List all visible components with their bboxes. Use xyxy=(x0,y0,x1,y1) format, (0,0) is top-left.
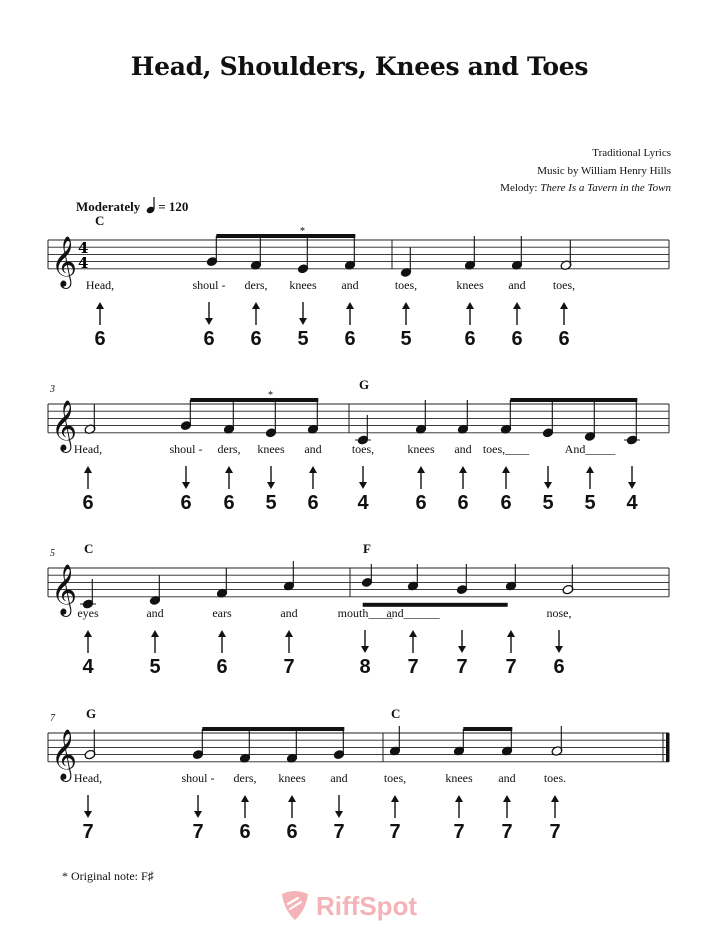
harmonica-hole-number: 7 xyxy=(456,656,468,678)
arrow-up-icon xyxy=(459,466,467,473)
measure-number: 3 xyxy=(50,384,55,395)
footnote: * Original note: F♯ xyxy=(62,869,154,883)
harmonica-hole-number: 6 xyxy=(223,492,235,514)
tempo-label: Moderately xyxy=(76,199,141,214)
arrow-up-icon xyxy=(285,630,293,637)
arrow-up-icon xyxy=(417,466,425,473)
beam xyxy=(190,398,318,402)
harmonica-hole-number: 6 xyxy=(511,328,523,350)
arrow-down-icon xyxy=(555,646,563,653)
music-credit: Music by William Henry Hills xyxy=(537,164,671,177)
harmonica-hole-number: 5 xyxy=(400,328,412,350)
harmonica-hole-number: 6 xyxy=(553,656,565,678)
harmonica-hole-number: 6 xyxy=(415,492,427,514)
arrow-up-icon xyxy=(84,630,92,637)
song-title: Head, Shoulders, Knees and Toes xyxy=(130,52,589,81)
treble-clef-icon: 𝄞 xyxy=(51,728,78,780)
harmonica-hole-number: 7 xyxy=(192,821,204,843)
sharp-symbol: ♯ xyxy=(147,869,154,883)
arrow-up-icon xyxy=(507,630,515,637)
arrow-up-icon xyxy=(402,302,410,309)
lyric-syllable: Head, xyxy=(85,278,115,292)
arrow-up-icon xyxy=(151,630,159,637)
arrow-up-icon xyxy=(551,795,559,802)
lyric-syllable: shoul - xyxy=(181,771,215,785)
lyric-syllable: and xyxy=(146,606,164,620)
arrow-down-icon xyxy=(182,482,190,489)
treble-clef-icon: 𝄞 xyxy=(51,563,78,615)
lyric-syllable: ders, xyxy=(233,771,257,785)
arrow-up-icon xyxy=(513,302,521,309)
harmonica-hole-number: 5 xyxy=(297,328,309,350)
harmonica-hole-number: 7 xyxy=(407,656,419,678)
harmonica-hole-number: 7 xyxy=(333,821,345,843)
treble-clef-icon: 𝄞 xyxy=(51,399,78,451)
lyric-syllable: nose, xyxy=(546,606,572,620)
lyric-syllable: knees xyxy=(456,278,484,292)
harmonica-hole-number: 4 xyxy=(626,492,638,514)
arrow-up-icon xyxy=(391,795,399,802)
arrow-up-icon xyxy=(466,302,474,309)
harmonica-hole-number: 6 xyxy=(203,328,215,350)
harmonica-hole-number: 6 xyxy=(239,821,251,843)
arrow-up-icon xyxy=(96,302,104,309)
lyric-syllable: ders, xyxy=(244,278,268,292)
harmonica-hole-number: 4 xyxy=(82,656,94,678)
lyric-syllable: toes, xyxy=(351,442,375,456)
harmonica-hole-number: 7 xyxy=(283,656,295,678)
harmonica-hole-number: 6 xyxy=(94,328,106,350)
harmonica-hole-number: 6 xyxy=(558,328,570,350)
arrow-down-icon xyxy=(267,482,275,489)
arrow-up-icon xyxy=(502,466,510,473)
lyric-syllable: and xyxy=(454,442,472,456)
lyric-syllable: toes,____ xyxy=(482,442,530,456)
harmonica-hole-number: 6 xyxy=(464,328,476,350)
chord-symbol: C xyxy=(84,541,94,556)
lyric-syllable: and xyxy=(330,771,348,785)
harmonica-hole-number: 6 xyxy=(457,492,469,514)
harmonica-hole-number: 6 xyxy=(500,492,512,514)
chord-symbol: C xyxy=(95,213,105,228)
harmonica-hole-number: 5 xyxy=(265,492,277,514)
arrow-up-icon xyxy=(225,466,233,473)
arrow-down-icon xyxy=(359,482,367,489)
harmonica-hole-number: 5 xyxy=(542,492,554,514)
harmonica-hole-number: 8 xyxy=(359,656,371,678)
measure-number: 7 xyxy=(50,713,55,724)
arrow-up-icon xyxy=(409,630,417,637)
harmonica-hole-number: 6 xyxy=(250,328,262,350)
chord-symbol: F xyxy=(363,541,371,556)
lyric-syllable: shoul - xyxy=(192,278,226,292)
arrow-up-icon xyxy=(560,302,568,309)
arrow-up-icon xyxy=(503,795,511,802)
beam xyxy=(216,234,355,238)
treble-clef-icon: 𝄞 xyxy=(51,235,78,287)
lyric-syllable: knees xyxy=(289,278,317,292)
time-signature-bottom: 4 xyxy=(78,254,89,272)
lyric-syllable: toes. xyxy=(543,771,567,785)
chord-symbol: G xyxy=(86,706,97,721)
chord-symbol: C xyxy=(391,706,401,721)
lyric-syllable: mouth____ xyxy=(337,606,393,620)
harmonica-hole-number: 7 xyxy=(82,821,94,843)
arrow-up-icon xyxy=(84,466,92,473)
lyric-syllable: and______ xyxy=(386,606,440,620)
arrow-up-icon xyxy=(218,630,226,637)
chord-symbol: G xyxy=(359,377,370,392)
arrow-down-icon xyxy=(361,646,369,653)
harmonica-hole-number: 4 xyxy=(357,492,369,514)
lyric-syllable: and xyxy=(280,606,298,620)
lyric-syllable: and xyxy=(498,771,516,785)
melody-song: There Is a Tavern in the Town xyxy=(540,182,671,194)
arrow-up-icon xyxy=(252,302,260,309)
time-signature-top: 4 xyxy=(78,239,89,257)
lyric-syllable: toes, xyxy=(552,278,576,292)
lyric-syllable: and xyxy=(304,442,322,456)
lyric-syllable: Head, xyxy=(73,771,103,785)
harmonica-hole-number: 6 xyxy=(216,656,228,678)
arrow-down-icon xyxy=(205,318,213,325)
arrow-down-icon xyxy=(544,482,552,489)
beam xyxy=(510,398,637,402)
harmonica-hole-number: 5 xyxy=(149,656,161,678)
arrow-down-icon xyxy=(458,646,466,653)
harmonica-hole-number: 6 xyxy=(180,492,192,514)
lyric-syllable: knees xyxy=(445,771,473,785)
tempo-bpm: = 120 xyxy=(158,199,189,214)
lyric-syllable: and xyxy=(508,278,526,292)
lyric-syllable: toes, xyxy=(394,278,418,292)
harmonica-hole-number: 7 xyxy=(549,821,561,843)
measure-number: 5 xyxy=(50,548,55,559)
arrow-up-icon xyxy=(309,466,317,473)
arrow-up-icon xyxy=(288,795,296,802)
lyric-syllable: toes, xyxy=(383,771,407,785)
final-barline-thick xyxy=(666,733,670,762)
lyric-syllable: ders, xyxy=(217,442,241,456)
arrow-down-icon xyxy=(84,811,92,818)
harmonica-hole-number: 7 xyxy=(389,821,401,843)
harmonica-hole-number: 6 xyxy=(82,492,94,514)
asterisk-marker: * xyxy=(300,226,305,237)
lyric-syllable: Head, xyxy=(73,442,103,456)
harmonica-hole-number: 6 xyxy=(344,328,356,350)
harmonica-hole-number: 6 xyxy=(286,821,298,843)
arrow-down-icon xyxy=(299,318,307,325)
asterisk-marker: * xyxy=(268,390,273,401)
arrow-down-icon xyxy=(194,811,202,818)
arrow-up-icon xyxy=(586,466,594,473)
lyrics-credit: Traditional Lyrics xyxy=(592,147,671,159)
arrow-down-icon xyxy=(628,482,636,489)
beam xyxy=(463,727,512,731)
harmonica-hole-number: 7 xyxy=(453,821,465,843)
arrow-up-icon xyxy=(455,795,463,802)
lyric-syllable: shoul - xyxy=(169,442,203,456)
arrow-up-icon xyxy=(241,795,249,802)
lyric-syllable: eyes xyxy=(77,606,99,620)
lyric-syllable: knees xyxy=(257,442,285,456)
lyric-syllable: and xyxy=(341,278,359,292)
harmonica-hole-number: 6 xyxy=(307,492,319,514)
harmonica-hole-number: 7 xyxy=(505,656,517,678)
brand-name: RiffSpot xyxy=(316,891,418,921)
harmonica-hole-number: 7 xyxy=(501,821,513,843)
melody-credit: Melody: There Is a Tavern in the Town xyxy=(500,182,671,194)
lyric-syllable: ears xyxy=(212,606,232,620)
beam xyxy=(202,727,344,731)
harmonica-hole-number: 5 xyxy=(584,492,596,514)
lyric-syllable: knees xyxy=(278,771,306,785)
lyric-syllable: And_____ xyxy=(564,442,616,456)
arrow-up-icon xyxy=(346,302,354,309)
riffspot-logo xyxy=(278,888,448,922)
arrow-down-icon xyxy=(335,811,343,818)
lyric-syllable: knees xyxy=(407,442,435,456)
